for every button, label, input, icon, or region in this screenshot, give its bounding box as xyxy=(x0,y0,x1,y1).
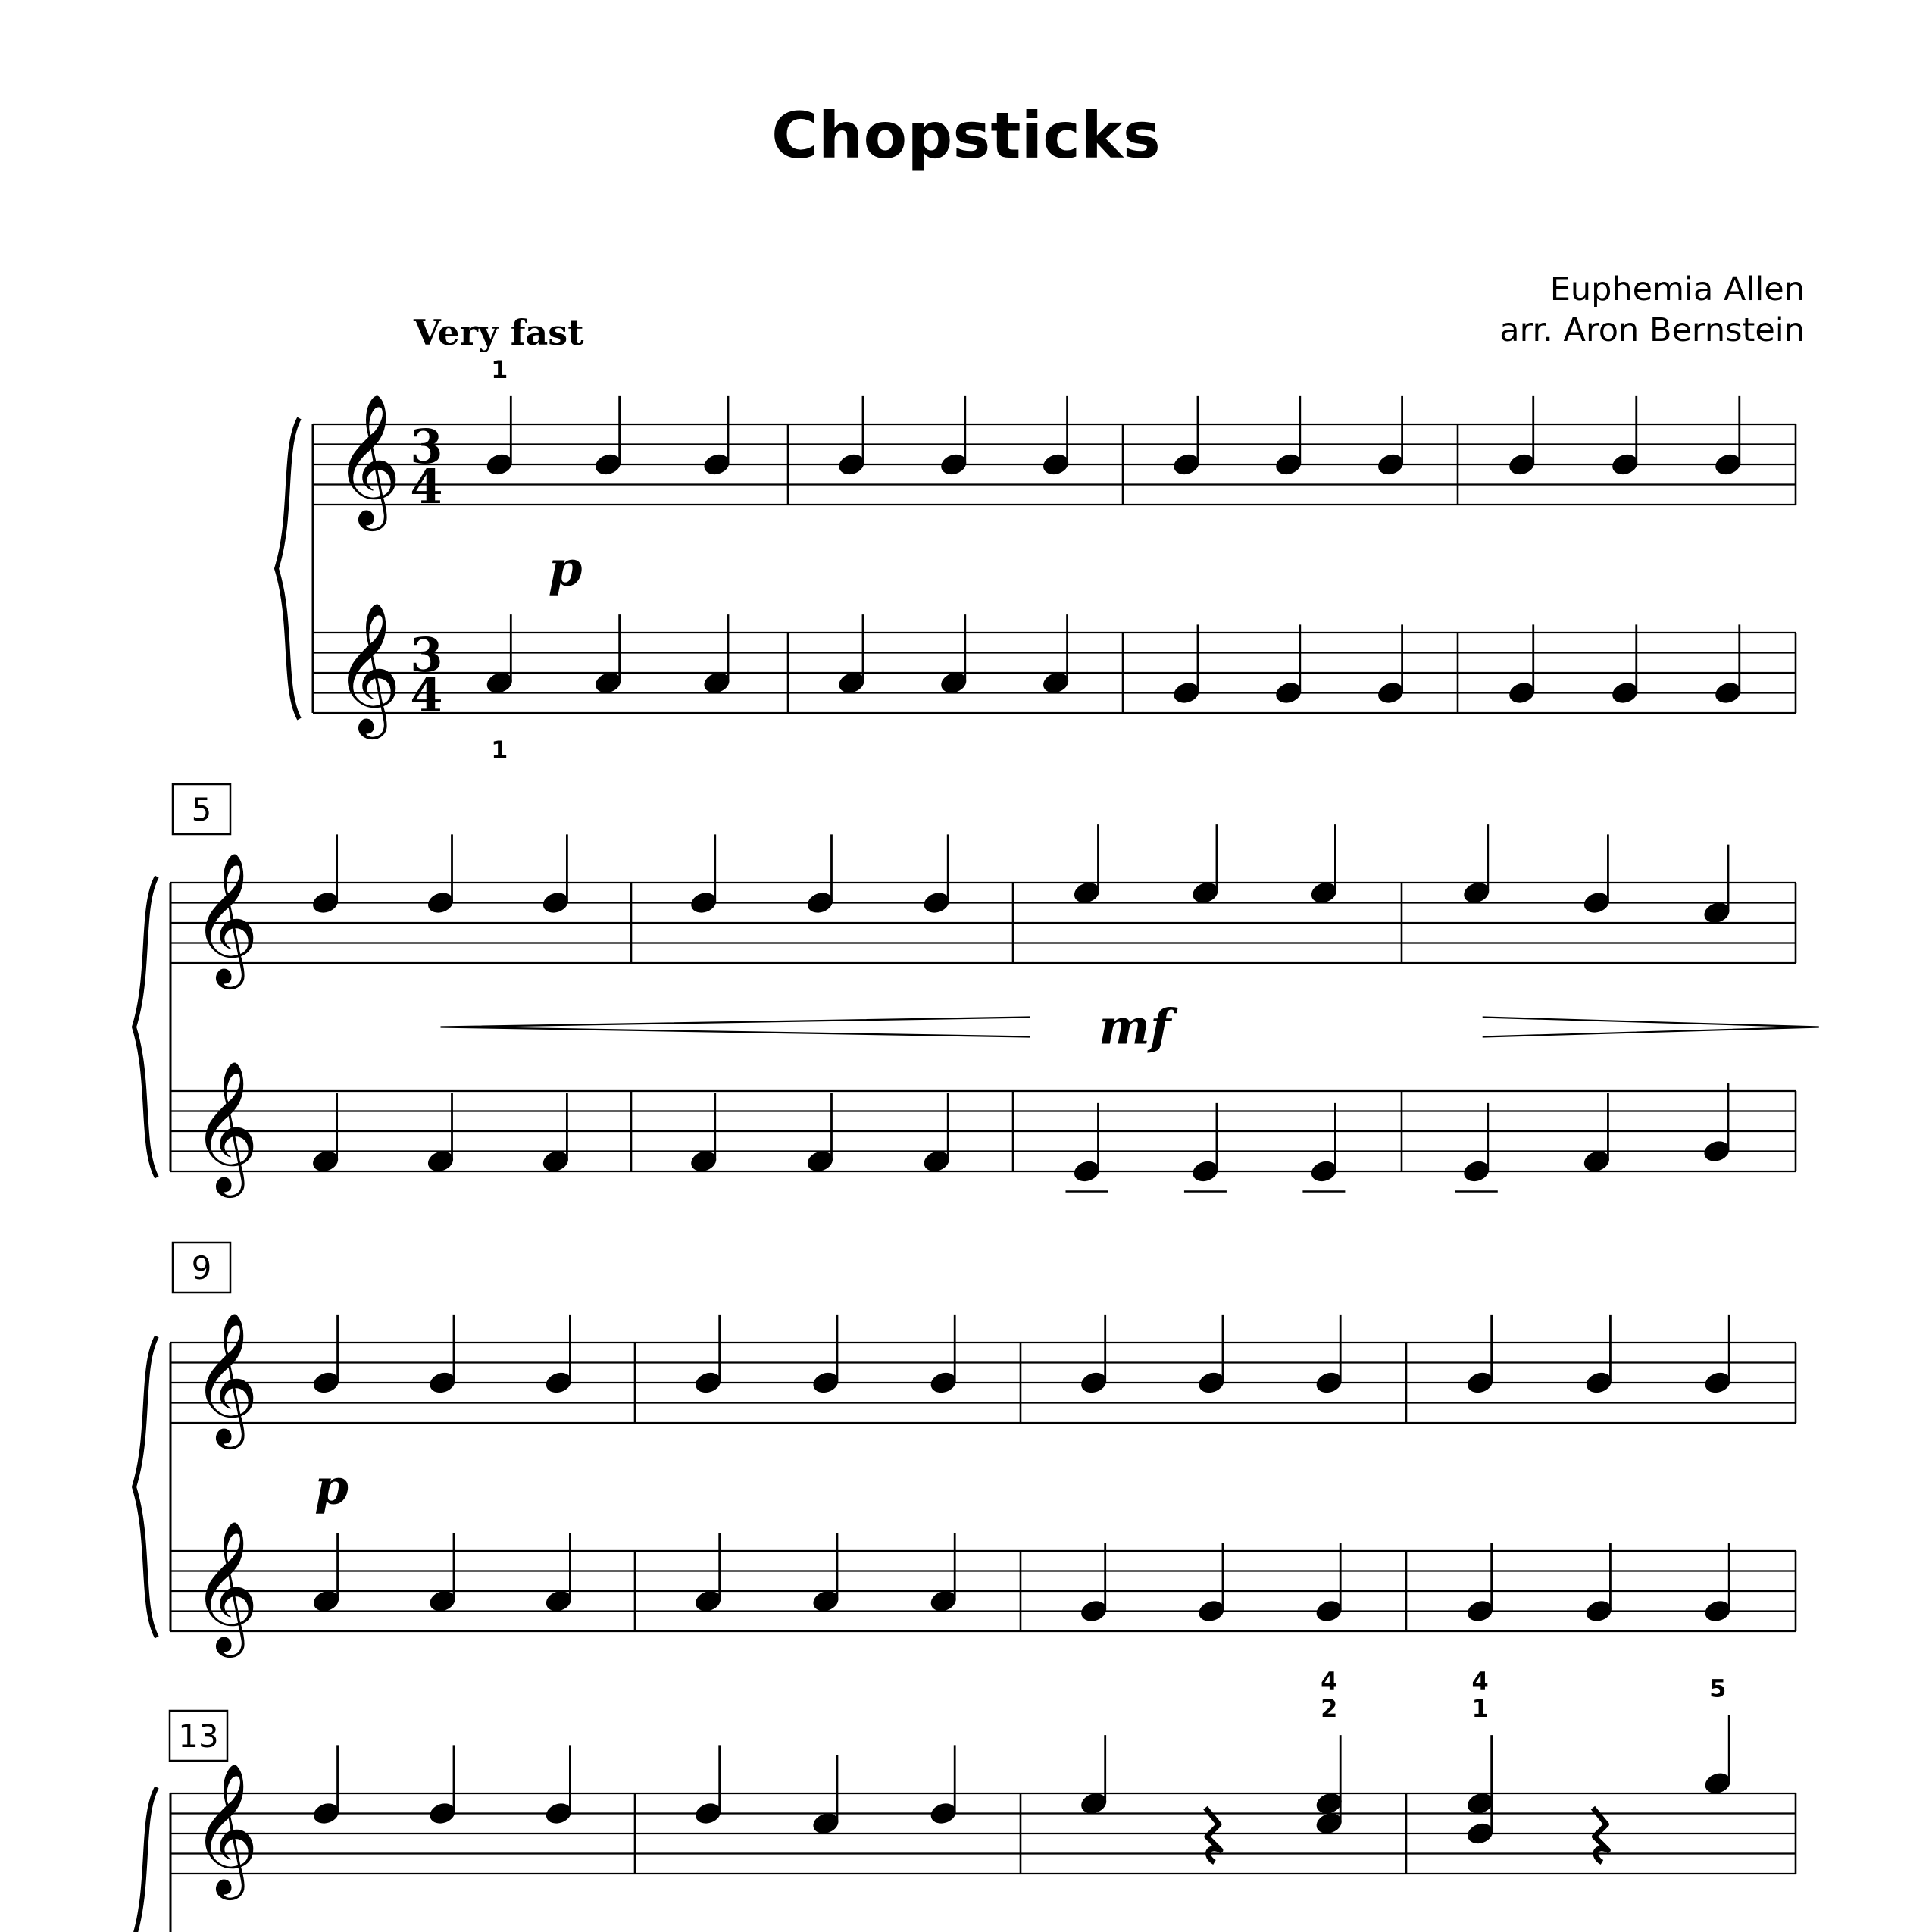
fingering: 4 xyxy=(1471,1667,1489,1696)
treble-clef-icon: 𝄞 xyxy=(334,393,402,526)
time-signature-top: 3 xyxy=(410,419,443,474)
system xyxy=(134,1667,1796,1932)
treble-clef-icon: 𝄞 xyxy=(192,1762,259,1895)
treble-clef-icon: 𝄞 xyxy=(192,1311,259,1444)
brace xyxy=(134,1336,157,1637)
dynamic-marking: mf xyxy=(1099,999,1171,1056)
arranger-name: arr. Aron Bernstein xyxy=(1499,311,1805,349)
measure-number: 9 xyxy=(191,1249,212,1286)
brace xyxy=(134,1787,157,1932)
system xyxy=(277,355,1796,764)
fingering: 2 xyxy=(1321,1694,1338,1724)
diminuendo-hairpin xyxy=(1483,1018,1819,1037)
fingering: 1 xyxy=(1471,1694,1489,1724)
system xyxy=(134,784,1819,1199)
measure-number: 5 xyxy=(191,791,212,828)
composer-name: Euphemia Allen xyxy=(1549,270,1805,308)
fingering: 1 xyxy=(491,736,508,764)
fingering: 1 xyxy=(491,355,508,384)
brace xyxy=(277,418,299,719)
brace xyxy=(134,877,157,1177)
dynamic-marking: p xyxy=(314,1458,349,1516)
system xyxy=(134,1243,1796,1658)
dynamic-marking: p xyxy=(548,540,583,598)
treble-clef-icon: 𝄞 xyxy=(192,852,259,984)
fingering: 4 xyxy=(1321,1667,1338,1696)
time-signature-bottom: 4 xyxy=(410,459,443,514)
time-signature-bottom: 4 xyxy=(410,667,443,723)
fingering: 5 xyxy=(1709,1674,1727,1703)
treble-clef-icon: 𝄞 xyxy=(192,1060,259,1193)
tempo-marking: Very fast xyxy=(414,312,584,353)
page-title: Chopsticks xyxy=(771,98,1161,173)
treble-clef-icon: 𝄞 xyxy=(334,602,402,734)
time-signature-top: 3 xyxy=(410,627,443,683)
crescendo-hairpin xyxy=(441,1018,1030,1037)
measure-number: 13 xyxy=(178,1718,219,1755)
treble-clef-icon: 𝄞 xyxy=(192,1520,259,1652)
